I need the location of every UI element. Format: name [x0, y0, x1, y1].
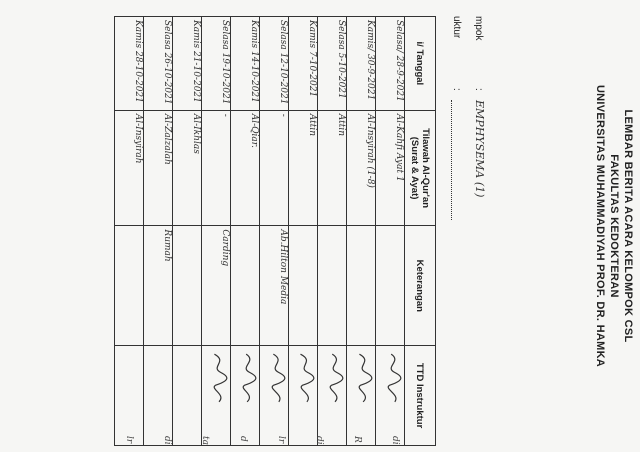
col-keterangan: Keterangan — [405, 226, 436, 346]
signature-cell — [144, 346, 173, 446]
signature-cell — [376, 346, 405, 446]
signature-cell — [202, 346, 231, 446]
signature-icon — [324, 349, 346, 407]
attendance-table — [114, 16, 436, 446]
date-cell: Selasa/ 28-9-2021 — [376, 17, 405, 111]
signature-cell — [347, 346, 376, 446]
keterangan-cell: Rumah — [144, 226, 173, 346]
signature-icon — [382, 349, 404, 407]
date-cell: Selasa 12-10-2021 — [260, 17, 289, 111]
margin-mark: di — [314, 436, 324, 445]
keterangan-cell — [173, 226, 202, 346]
col-tilawah: Tilawah Al-Qur'an (Surat & Ayat) — [405, 110, 436, 226]
table-row — [376, 17, 405, 446]
keterangan-cell: Ab.Hilton Media — [260, 226, 289, 346]
tilawah-cell: Attin — [318, 110, 347, 226]
topik-sep: : — [473, 88, 484, 91]
tilawah-cell: Attin — [289, 110, 318, 226]
table-row — [202, 17, 231, 446]
date-cell: Selasa 5-10-2021 — [318, 17, 347, 111]
date-cell: Kamis/ 30-9-2021 — [347, 17, 376, 111]
margin-mark: R — [352, 436, 362, 443]
signature-icon — [266, 349, 288, 407]
topik-label: mpok — [473, 16, 484, 41]
col-tanggal: i/ Tanggal — [405, 17, 436, 111]
tilawah-cell: Al-Insyirah — [115, 110, 144, 226]
margin-mark: lr — [276, 436, 286, 444]
keterangan-cell — [376, 226, 405, 346]
tilawah-cell: - — [202, 110, 231, 226]
signature-icon — [237, 349, 259, 407]
keterangan-cell — [318, 226, 347, 346]
margin-mark: d — [238, 436, 248, 442]
signature-icon — [208, 349, 230, 407]
date-cell: Kamis 7-10-2021 — [289, 17, 318, 111]
keterangan-cell: Carding — [202, 226, 231, 346]
header-title: LEMBAR BERITA ACARA KELOMPOK CSL — [622, 109, 634, 343]
tilawah-cell: Al-Ikhlas — [173, 110, 202, 226]
instruktur-label: uktur — [451, 16, 462, 39]
margin-mark: ta — [200, 436, 210, 445]
tilawah-cell: Al-Kahfi Ayat 1 — [376, 110, 405, 226]
signature-cell — [173, 346, 202, 446]
signature-icon — [295, 349, 317, 407]
topik-value: EMPHYSEMA (1) — [473, 100, 486, 198]
col-ttd: TTD Instruktur — [405, 346, 436, 446]
signature-cell — [260, 346, 289, 446]
table-row — [115, 17, 144, 446]
margin-mark: di — [390, 436, 400, 445]
date-cell: Kamis 28-10-2021 — [115, 17, 144, 111]
instruktur-sep: : — [451, 88, 462, 91]
tilawah-cell: Al-Zalzalah — [144, 110, 173, 226]
keterangan-cell — [115, 226, 144, 346]
margin-mark: di — [162, 436, 172, 445]
signature-icon — [353, 349, 375, 407]
table-row — [231, 17, 260, 446]
date-cell: Kamis 14-10-2021 — [231, 17, 260, 111]
table-header-row — [405, 17, 436, 446]
signature-cell — [115, 346, 144, 446]
signature-cell — [318, 346, 347, 446]
date-cell: Kamis 21-10-2021 — [173, 17, 202, 111]
instruktur-dotted-line — [451, 100, 460, 220]
table-row — [260, 17, 289, 446]
margin-mark: lr — [124, 436, 134, 444]
table-row — [318, 17, 347, 446]
keterangan-cell — [347, 226, 376, 346]
tilawah-cell: Al-Qiar. — [231, 110, 260, 226]
date-cell: Selasa 19-10-2021 — [202, 17, 231, 111]
keterangan-cell — [289, 226, 318, 346]
table-row — [173, 17, 202, 446]
header-university: UNIVERSITAS MUHAMMADIYAH PROF. DR. HAMKA — [594, 84, 606, 368]
date-cell: Selasa 26-10-2021 — [144, 17, 173, 111]
table-row — [289, 17, 318, 446]
signature-cell — [289, 346, 318, 446]
table-row — [144, 17, 173, 446]
tilawah-cell: Al-Insyirah (1-8) — [347, 110, 376, 226]
keterangan-cell — [231, 226, 260, 346]
table-row — [347, 17, 376, 446]
tilawah-cell: - — [260, 110, 289, 226]
header-faculty: FAKULTAS KEDOKTERAN — [608, 154, 620, 298]
signature-cell — [231, 346, 260, 446]
